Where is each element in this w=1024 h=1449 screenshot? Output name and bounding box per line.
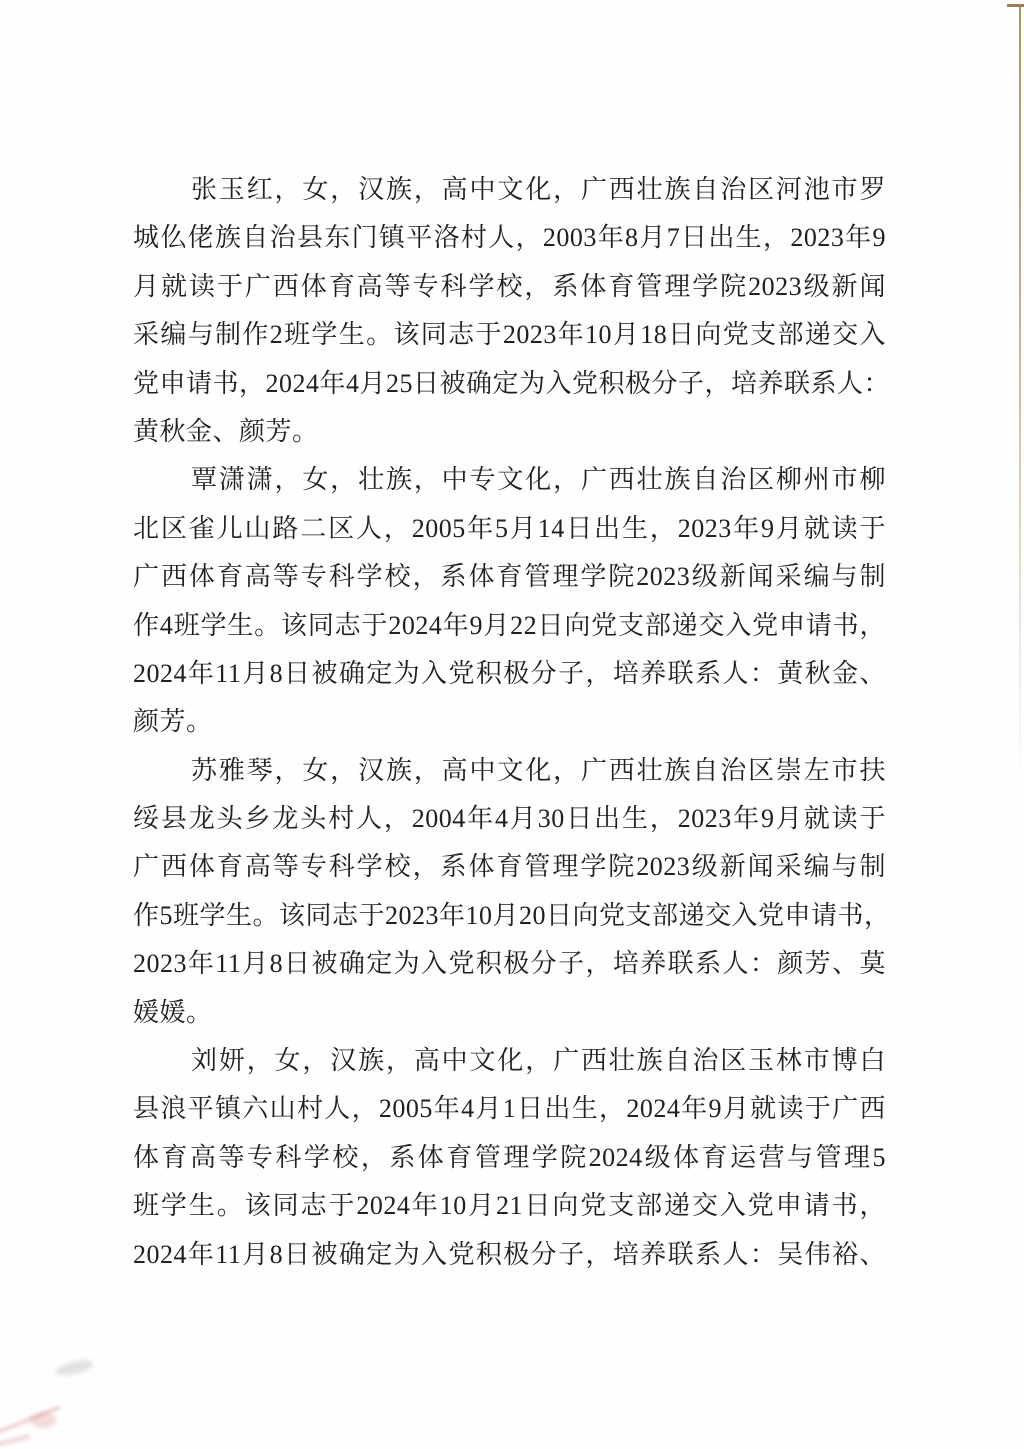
document-line: 广西体育高等专科学校，系体育管理学院2023级新闻采编与制 [133, 562, 886, 592]
scan-smudge [0, 1434, 30, 1447]
paragraph [133, 747, 891, 1037]
document-line: 2024年11月8日被确定为入党积极分子，培养联系人：黄秋金、 [133, 658, 886, 688]
document-line: 媛媛。 [133, 997, 213, 1027]
document-line: 作5班学生。该同志于2023年10月20日向党支部递交入党申请书， [133, 900, 891, 930]
document-line: 作4班学生。该同志于2024年9月22日向党支部递交入党申请书， [133, 610, 886, 640]
document-line: 颜芳。 [133, 707, 213, 737]
document-line: 绥县龙头乡龙头村人，2004年4月30日出生，2023年9月就读于 [133, 804, 886, 834]
document-line: 北区雀儿山路二区人，2005年5月14日出生，2023年9月就读于 [133, 513, 886, 543]
scan-edge-line [1019, 4, 1021, 784]
document-line: 张玉红，女，汉族，高中文化，广西壮族自治区河池市罗 [191, 175, 886, 204]
paragraph [133, 1037, 886, 1279]
paragraph [133, 456, 886, 746]
document-line: 党申请书，2024年4月25日被确定为入党积极分子，培养联系人： [133, 368, 891, 398]
document-line: 黄秋金、颜芳。 [133, 416, 319, 446]
document-line: 县浪平镇六山村人，2005年4月1日出生，2024年9月就读于广西 [133, 1094, 886, 1124]
document-body [133, 166, 891, 1279]
paragraph [133, 166, 891, 456]
scan-smudge [30, 1412, 56, 1428]
scan-fold-tick [1007, 4, 1024, 7]
document-line: 体育高等专科学校，系体育管理学院2024级体育运营与管理5 [133, 1142, 886, 1172]
document-line: 刘妍，女，汉族，高中文化，广西壮族自治区玉林市博白 [191, 1046, 886, 1076]
document-line: 城仫佬族自治县东门镇平洛村人，2003年8月7日出生，2023年9 [133, 223, 886, 253]
document-line: 月就读于广西体育高等专科学校，系体育管理学院2023级新闻 [133, 271, 886, 301]
document-line: 2023年11月8日被确定为入党积极分子，培养联系人：颜芳、莫 [133, 949, 886, 979]
document-line: 广西体育高等专科学校，系体育管理学院2023级新闻采编与制 [133, 852, 886, 882]
document-line: 2024年11月8日被确定为入党积极分子，培养联系人：吴伟裕、 [133, 1239, 886, 1269]
document-line: 覃潇潇，女，壮族，中专文化，广西壮族自治区柳州市柳 [191, 465, 886, 495]
document-line: 班学生。该同志于2024年10月21日向党支部递交入党申请书， [133, 1191, 886, 1221]
scan-smudge [54, 1358, 94, 1378]
document-line: 采编与制作2班学生。该同志于2023年10月18日向党支部递交入 [133, 320, 886, 350]
document-line: 苏雅琴，女，汉族，高中文化，广西壮族自治区崇左市扶 [191, 755, 886, 785]
